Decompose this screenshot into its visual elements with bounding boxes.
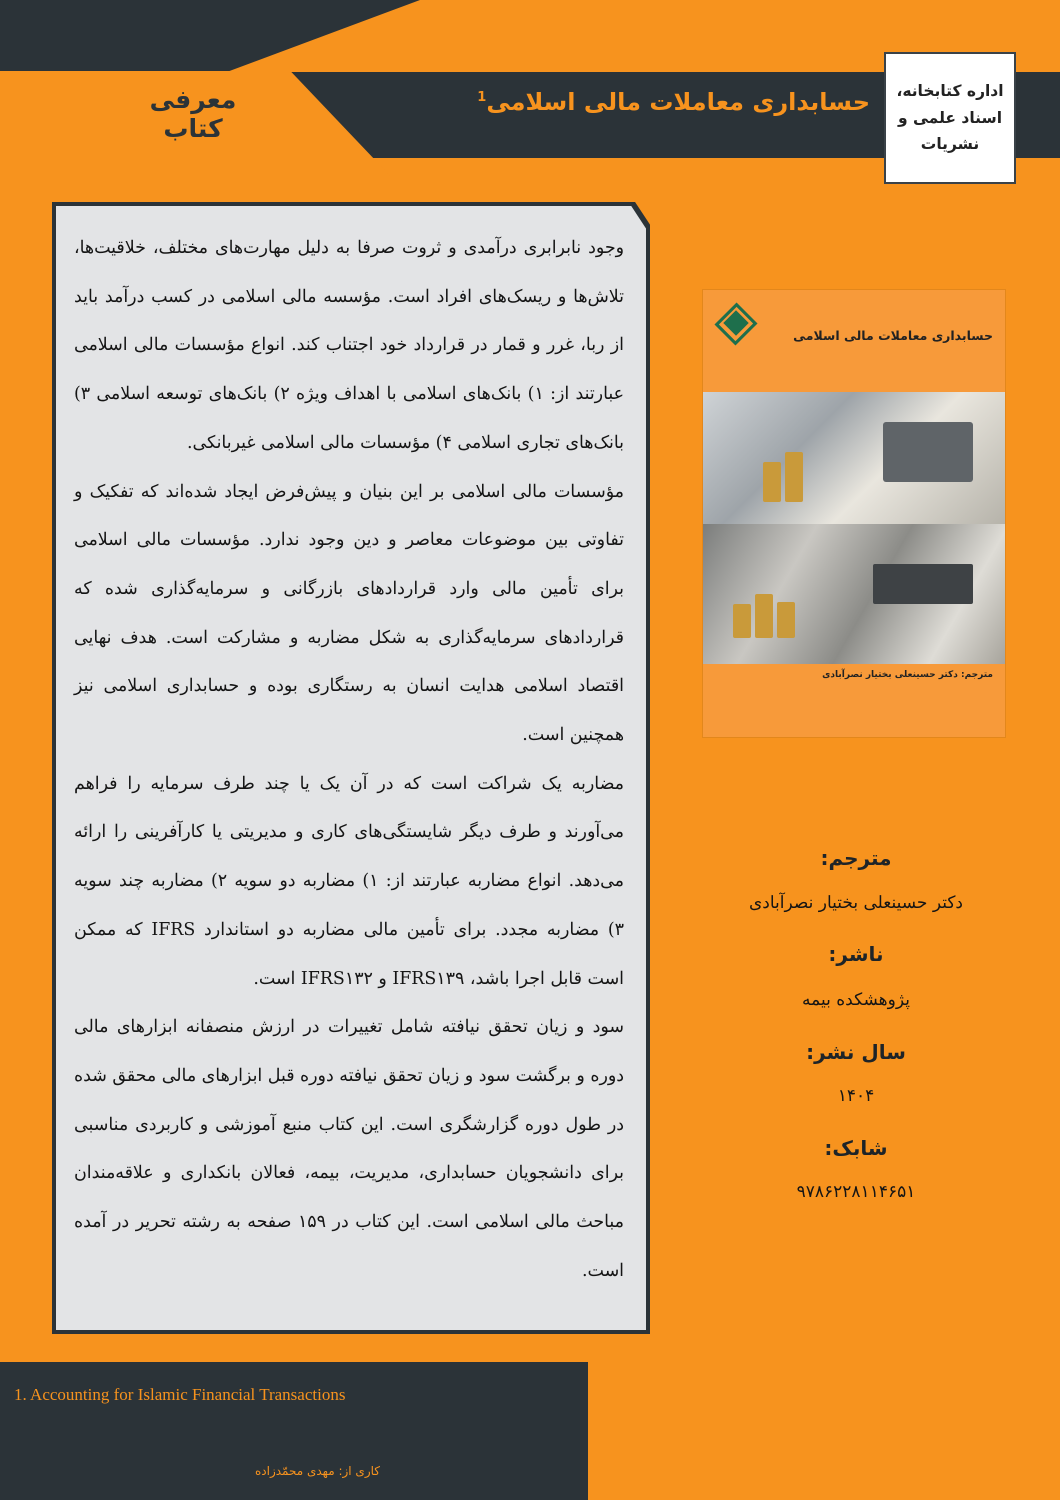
coin-stack-icon [733, 604, 751, 638]
coin-stack-icon [763, 462, 781, 502]
article-paragraph-1: وجود نابرابری درآمدی و ثروت صرفا به دلیل مهارت‌های مختلف، خلاقیت‌ها، تلاش‌ها و ریسک‌های افراد است. مؤسسه مالی اسلامی در کسب درآمد باید از ربا، غرر و قمار در قرارداد خود اجتناب کند. انواع مؤسسات مالی اسلامی عبارتند از: ۱) بانک‌های اسلامی با اهداف ویژه ۲) بانک‌های توسعه اسلامی ۳) بانک‌های تجاری اسلامی ۴) مؤسسات مالی اسلامی غیربانکی. [74, 238, 624, 453]
laptop-image [873, 564, 973, 604]
translator-value: دکتر حسینعلی بختیار نصرآبادی [748, 893, 964, 913]
library-logo [884, 52, 1016, 184]
cover-title: حسابداری معاملات مالی اسلامی [793, 328, 993, 343]
laptop-image [883, 422, 973, 482]
coin-stack-icon [777, 602, 795, 638]
coin-stack-icon [785, 452, 803, 502]
logo-line-3: نشریات [920, 135, 980, 154]
book-title-text: حسابداری معاملات مالی اسلامی [486, 88, 870, 116]
article-paragraph-3: مضاربه یک شراکت است که در آن یک یا چند طرف سرمایه را فراهم می‌آورند و طرف دیگر شایستگی‌های کاری و مدیریتی یا کارآفرینی را ارائه می‌دهد. انواع مضاربه عبارتند از: ۱) مضاربه دو سویه ۲) مضاربه چند سویه ۳) مضاربه مجدد. برای تأمین مالی مضاربه دو استاندارد IFRS که ممکن است قابل اجرا باشد، IFRS۱۳۹ و IFRS۱۳۲ است. [74, 773, 624, 989]
footnote: 1. Accounting for Islamic Financial Transactions [14, 1385, 346, 1404]
cover-translator: مترجم: دکتر حسینعلی بختیار نصرآبادی [822, 670, 993, 680]
section-label: معرفی کتاب [149, 85, 237, 143]
logo-line-1: اداره کتابخانه، [896, 82, 1004, 101]
book-cover [703, 290, 1005, 737]
footer-band [0, 1362, 588, 1500]
cover-photo-laptop [703, 392, 1005, 524]
footnote-mark: 1 [477, 90, 487, 105]
isbn-value: ۹۷۸۶۲۲۸۱۱۴۶۵۱ [796, 1182, 916, 1202]
publisher-value: پژوهشکده بیمه [802, 990, 910, 1010]
year-value: ۱۴۰۴ [837, 1086, 875, 1106]
translator-label: مترجم: [820, 846, 892, 870]
isbn-label: شابک: [824, 1136, 888, 1160]
credit: کاری از: مهدی محمّدزاده [255, 1464, 380, 1478]
year-label: سال نشر: [806, 1040, 906, 1064]
article-body [74, 224, 624, 1295]
book-title [430, 88, 870, 116]
cover-photo-meeting [703, 524, 1005, 664]
coin-stack-icon [755, 594, 773, 638]
publisher-label: ناشر: [828, 942, 884, 966]
article-paragraph-2: مؤسسات مالی اسلامی بر این بنیان و پیش‌فرض ایجاد شده‌اند که تفکیک و تفاوتی بین موضوعات معاصر و دین وجود ندارد. مؤسسات مالی اسلامی برای تأمین مالی وارد قراردادهای بازرگانی و سرمایه‌گذاری شده که قراردادهای سرمایه‌گذاری به شکل مضاربه و مشارکت است. هدف نهایی اقتصاد اسلامی هدایت انسان به رستگاری بوده و حسابداری اسلامی نیز همچنین است. [74, 481, 624, 746]
logo-line-2: اسناد علمی و [897, 108, 1003, 127]
article-paragraph-4: سود و زیان تحقق نیافته شامل تغییرات در ارزش منصفانه ابزارهای مالی دوره و برگشت سود و زیان تحقق نیافته دوره قبل ابزارهای مالی محقق شده در طول دوره گزارشگری است. این کتاب منبع آموزشی و کاربردی مناسبی برای دانشجویان حسابداری، مدیریت، بیمه، فعالان بانکداری و علاقه‌مندان مباحث مالی اسلامی است. این کتاب در ۱۵۹ صفحه به رشته تحریر در آمده است. [74, 1017, 624, 1281]
top-left-decoration [0, 0, 420, 72]
